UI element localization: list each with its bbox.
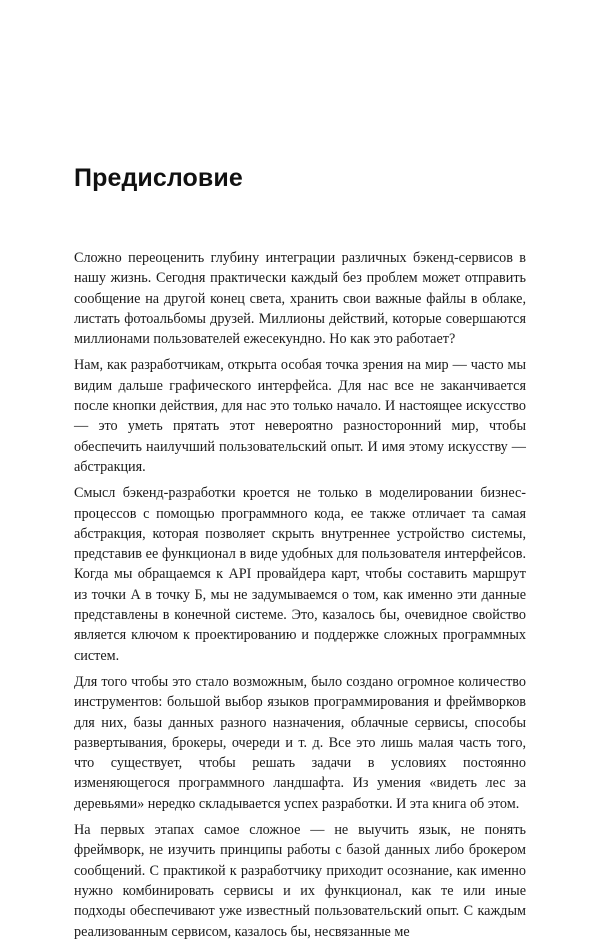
paragraph-4: Для того чтобы это стало возможным, было создано огромное количество инструментов: большой выбор языков программирования и фреймворков для них, базы данных разного назначения, облачные сервисы, способы развертывания, брокеры, очереди и т. д. Все это лишь малая часть того, что существует, чтобы решать задачи в условиях постоянно изменяющегося программного ландшафта. Из умения «видеть лес за деревьями» нередко складывается успех разработки. И эта книга об этом.	[74, 673, 526, 812]
paragraph-3: Смысл бэкенд-разработки кроется не только в моделировании бизнес-процессов с помощью программного кода, ее также отличает та самая абстракция, которая позволяет скрыть внутреннее устройство системы, представив ее функционал в виде удобных для пользователя интерфейсов. Когда мы обращаемся к API провайдера карт, чтобы составить маршрут из точки А в точку Б, мы не задумываемся о том, как именно эти данные представлены в конечной системе. Это, казалось бы, очевидное свойство является ключом к проектированию и поддержке сложных программных систем.	[74, 485, 526, 664]
chapter-body	[74, 248, 526, 942]
chapter-title: Предисловие	[74, 164, 243, 192]
paragraph-2: Нам, как разработчикам, открыта особая точка зрения на мир — часто мы видим дальше графического интерфейса. Для нас все не заканчивается после кнопки действия, для нас это только начало. И настоящее искусство — это уметь прятать этот невероятно разносторонний мир, чтобы обеспечить наилучший пользовательский опыт. И имя этому искусству — абстракция.	[74, 357, 526, 475]
paragraph-1: Сложно переоценить глубину интеграции различных бэкенд-сервисов в нашу жизнь. Сегодня практически каждый без проблем может отправить сообщение на другой конец света, хранить свои важные файлы в облаке, листать фотоальбомы друзей. Миллионы действий, которые совершаются миллионами пользователей ежесекундно. Но как это работает?	[74, 250, 526, 348]
paragraph-5: На первых этапах самое сложное — не выучить язык, не понять фреймворк, не изучить принципы работы с базой данных либо брокером сообщений. С практикой к разработчику приходит осознание, как именно нужно комбинировать сервисы и их функционал, как те или иные подходы обеспечивают уже известный пользовательский опыт. С каждым реализованным сервисом, казалось бы, несвязанные ме	[74, 822, 526, 940]
